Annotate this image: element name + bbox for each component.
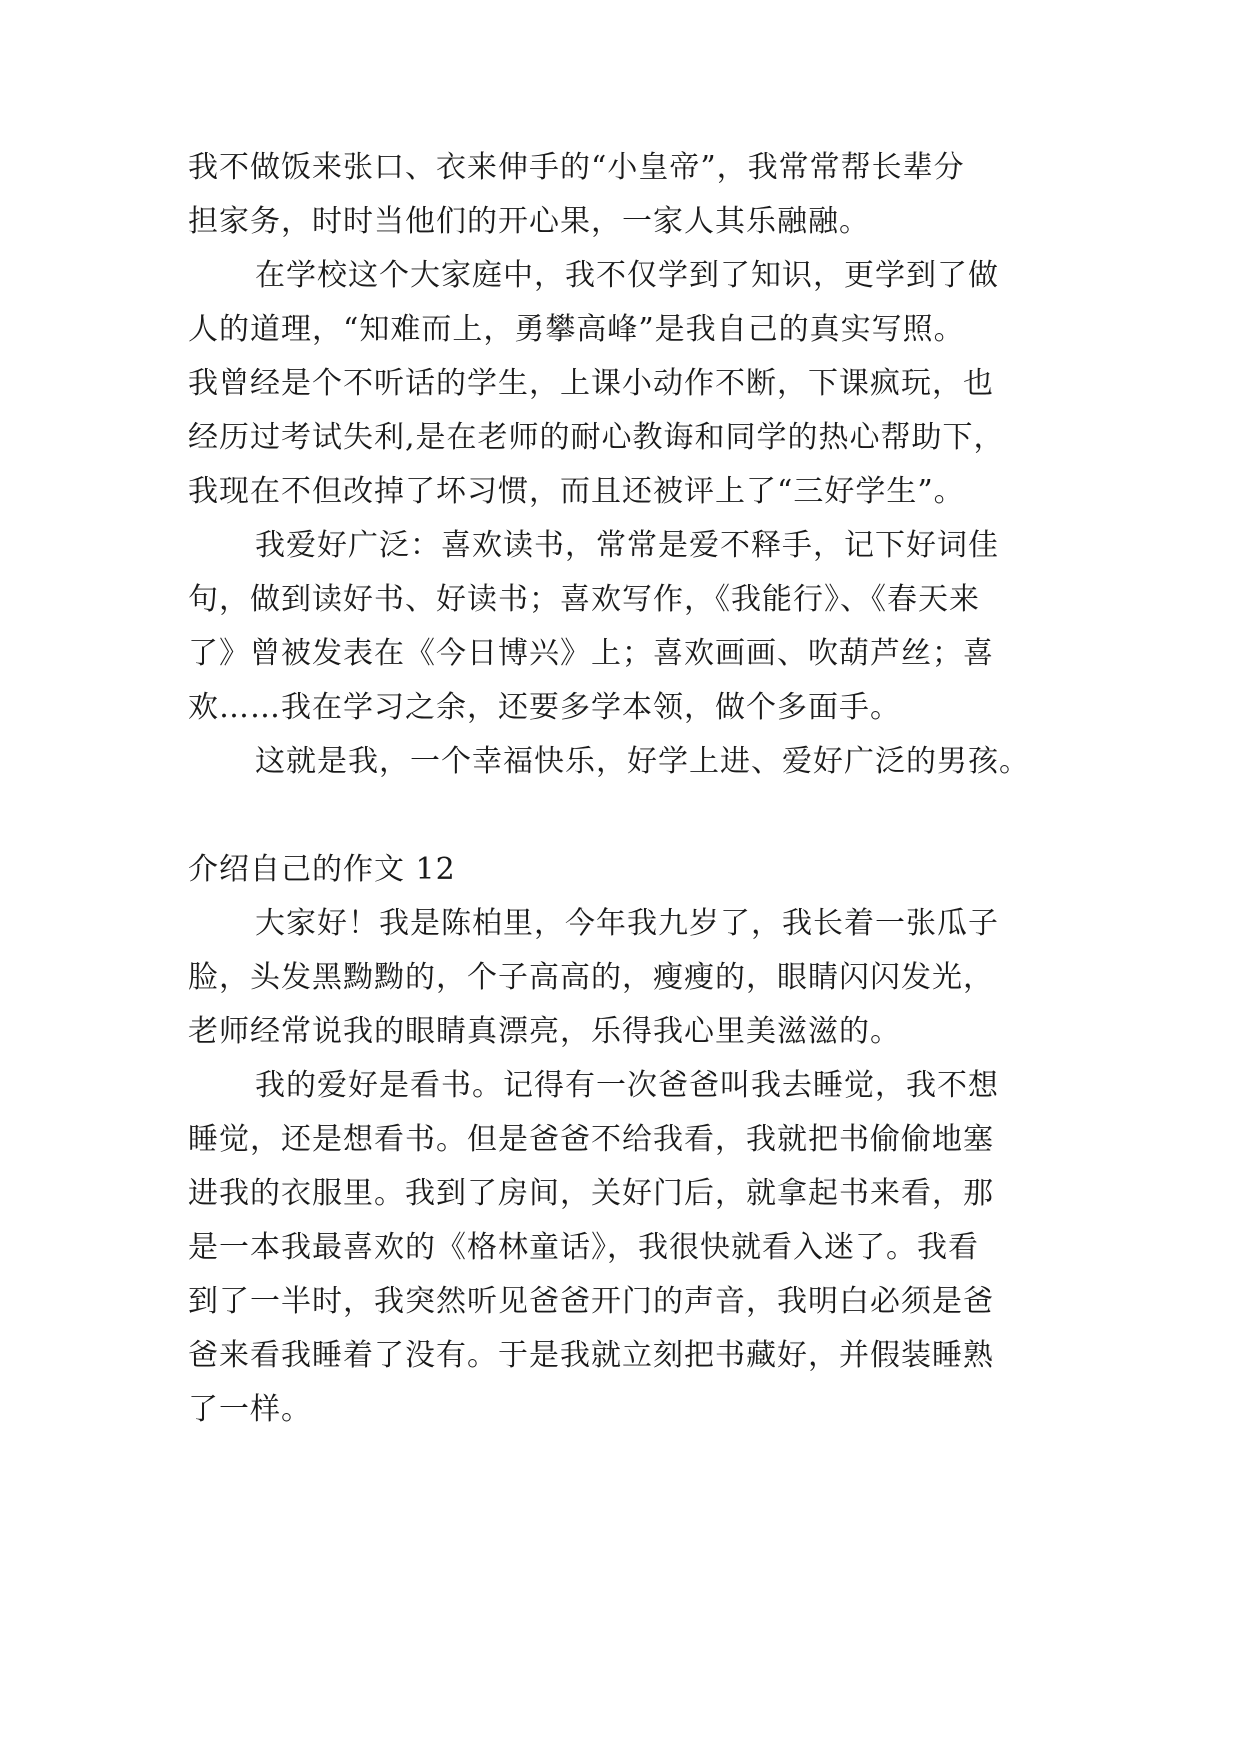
text-line: 到了一半时，我突然听见爸爸开门的声音，我明白必须是爸 [188, 1284, 994, 1319]
text-line: 脸，头发黑黝黝的，个子高高的，瘦瘦的，眼睛闪闪发光， [188, 960, 994, 995]
text-line: 我曾经是个不听话的学生，上课小动作不断，下课疯玩，也 [188, 366, 994, 401]
text-line: 了一样。 [188, 1392, 312, 1427]
text-line: 经历过考试失利,是在老师的耐心教诲和同学的热心帮助下， [188, 420, 1005, 455]
text-line: 人的道理，“知难而上，勇攀高峰”是我自己的真实写照。 [188, 312, 965, 347]
text-line: 欢……我在学习之余，还要多学本领，做个多面手。 [188, 690, 901, 725]
paragraph-start: 我的爱好是看书。记得有一次爸爸叫我去睡觉，我不想 [255, 1068, 999, 1103]
paragraph-start: 这就是我，一个幸福快乐，好学上进、爱好广泛的男孩。 [255, 744, 1030, 779]
text-line: 进我的衣服里。我到了房间，关好门后，就拿起书来看，那 [188, 1176, 994, 1211]
section-title: 介绍自己的作文 12 [188, 852, 456, 887]
paragraph-start: 大家好！我是陈柏里，今年我九岁了，我长着一张瓜子 [255, 906, 999, 941]
text-line: 爸来看我睡着了没有。于是我就立刻把书藏好，并假装睡熟 [188, 1338, 994, 1373]
paragraph-start: 在学校这个大家庭中，我不仅学到了知识，更学到了做 [255, 258, 999, 293]
text-line: 句，做到读好书、好读书；喜欢写作，《我能行》、《春天来 [188, 582, 980, 617]
text-line: 担家务，时时当他们的开心果，一家人其乐融融。 [188, 204, 870, 239]
text-line: 我现在不但改掉了坏习惯，而且还被评上了“三好学生”。 [188, 474, 965, 509]
text-line: 老师经常说我的眼睛真漂亮，乐得我心里美滋滋的。 [188, 1014, 901, 1049]
text-line: 了》曾被发表在《今日博兴》上；喜欢画画、吹葫芦丝；喜 [188, 636, 994, 671]
text-line: 我不做饭来张口、衣来伸手的“小皇帝”，我常常帮长辈分 [188, 150, 965, 185]
text-line: 睡觉，还是想看书。但是爸爸不给我看，我就把书偷偷地塞 [188, 1122, 994, 1157]
text-line: 是一本我最喜欢的《格林童话》，我很快就看入迷了。我看 [188, 1230, 979, 1265]
paragraph-start: 我爱好广泛：喜欢读书，常常是爱不释手，记下好词佳 [255, 528, 999, 563]
